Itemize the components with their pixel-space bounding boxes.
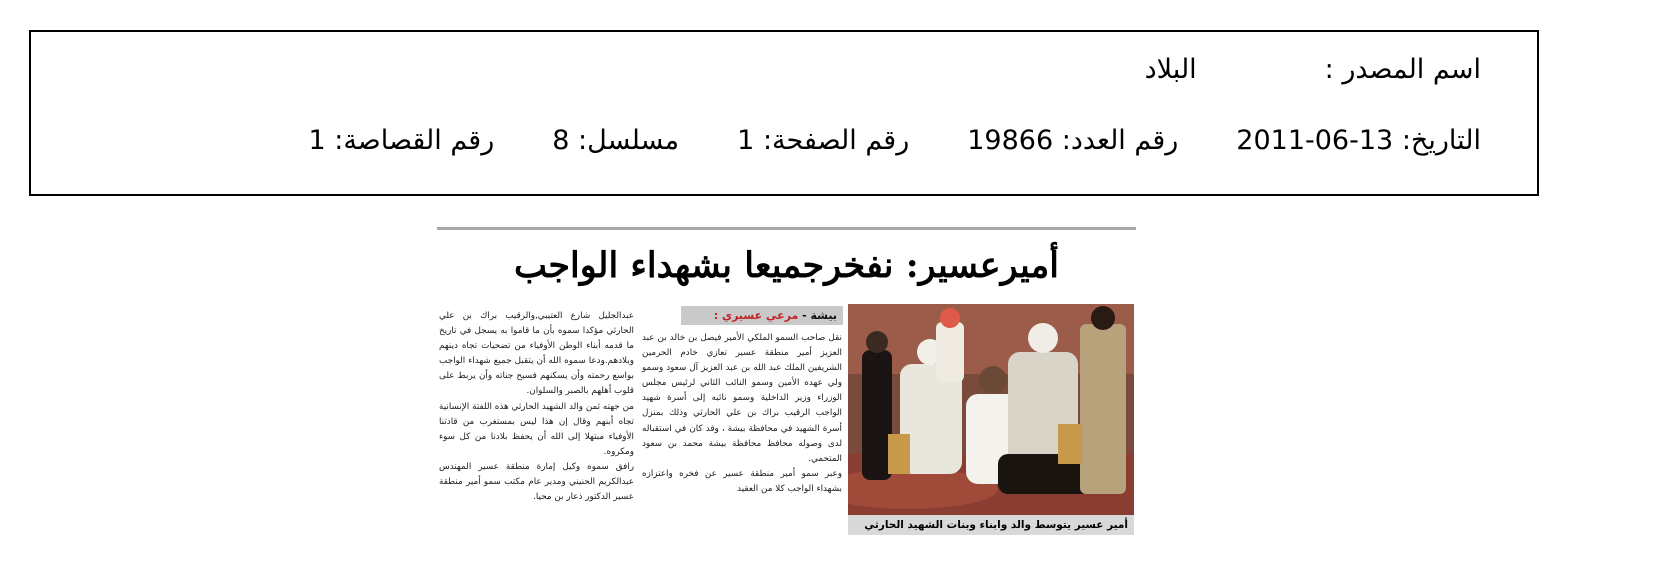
serial-value: 8 (552, 125, 570, 156)
article-column-middle (642, 331, 842, 497)
date-label: التاريخ: (1401, 125, 1481, 156)
source-value: البلاد (1144, 54, 1197, 85)
article-headline: أميرعسير: نفخرجميعا بشهداء الواجب (514, 245, 1059, 286)
paragraph: رافق سموه وكيل إمارة منطقة عسير المهندس عبدالكريم الحنيني ومدير عام مكتب سمو أمير منطقة عسير الدكتور ذعار بن محيا. (439, 461, 634, 503)
article-photo (848, 304, 1134, 515)
byline-author: مرعي عسيري : (713, 309, 799, 322)
paragraph: وعبر سمو أمير منطقة عسير عن فخره واعتزازه بشهداء الواجب كلا من العقيد (642, 468, 842, 494)
page-value: 1 (737, 125, 755, 156)
paragraph: من جهته ثمن والد الشهيد الحارثي هذه اللفتة الإنسانية تجاه أبنهم وقال إن هذا ليس بمستغرب من قادتنا الأوفياء مبتهلا إلى الله أن يحفظ بلادنا من كل سوء ومكروه. (439, 401, 634, 457)
byline-place: بيشة - (802, 309, 837, 322)
source-line (1145, 54, 1481, 85)
article-column-left (439, 309, 634, 505)
photo-caption: أمير عسير يتوسط والد وابناء وبنات الشهيد الحارثي (848, 515, 1134, 535)
issue-value: 19866 (967, 125, 1054, 156)
group-photo-image (848, 304, 1134, 515)
top-rule (437, 227, 1136, 230)
source-info-box (29, 30, 1539, 196)
paragraph: عبدالجليل شارع العتيبي,والرقيب براك بن علي الحارثي مؤكدا سموه بأن ما قاموا به يسجل في تاريخ ما قدمه أبناء الوطن الأوفياء من تضحيات تجاه دينهم وبلادهم.ودعا سموه الله أن يتقبل جميع شهداء الواجب بواسع رحمته وأن يسكنهم فسيح جناته وأن يربط على قلوب أهلهم بالصبر والسلوان. (439, 311, 634, 397)
date-value: 2011-06-13 (1236, 125, 1394, 156)
clip-value: 1 (308, 125, 326, 156)
page-label: رقم الصفحة: (762, 125, 910, 156)
issue-label: رقم العدد: (1061, 125, 1179, 156)
metadata-line (308, 125, 1481, 156)
source-label: اسم المصدر : (1324, 54, 1481, 85)
newspaper-clipping (437, 227, 1136, 539)
byline (681, 306, 843, 325)
clip-label: رقم القصاصة: (334, 125, 495, 156)
serial-label: مسلسل: (578, 125, 680, 156)
paragraph: نقل صاحب السمو الملكي الأمير فيصل بن خالد بن عبد العزيز أمير منطقة عسير تعازي خادم الحرمين الشريفين الملك عبد الله بن عبد العزيز آل سعود وسمو ولي عهده الأمين وسمو النائب الثاني لرئيس مجلس الوزراء وزير الداخلية وسمو نائبه إلى أسرة شهيد الواجب الرقيب براك بن علي الحارثي وذلك بمنزل أسرة الشهيد في محافظة بيشة ، وقد كان في استقباله لدى وصوله محافظ محافظة بيشة محمد بن سعود المتحمي. (642, 333, 842, 464)
